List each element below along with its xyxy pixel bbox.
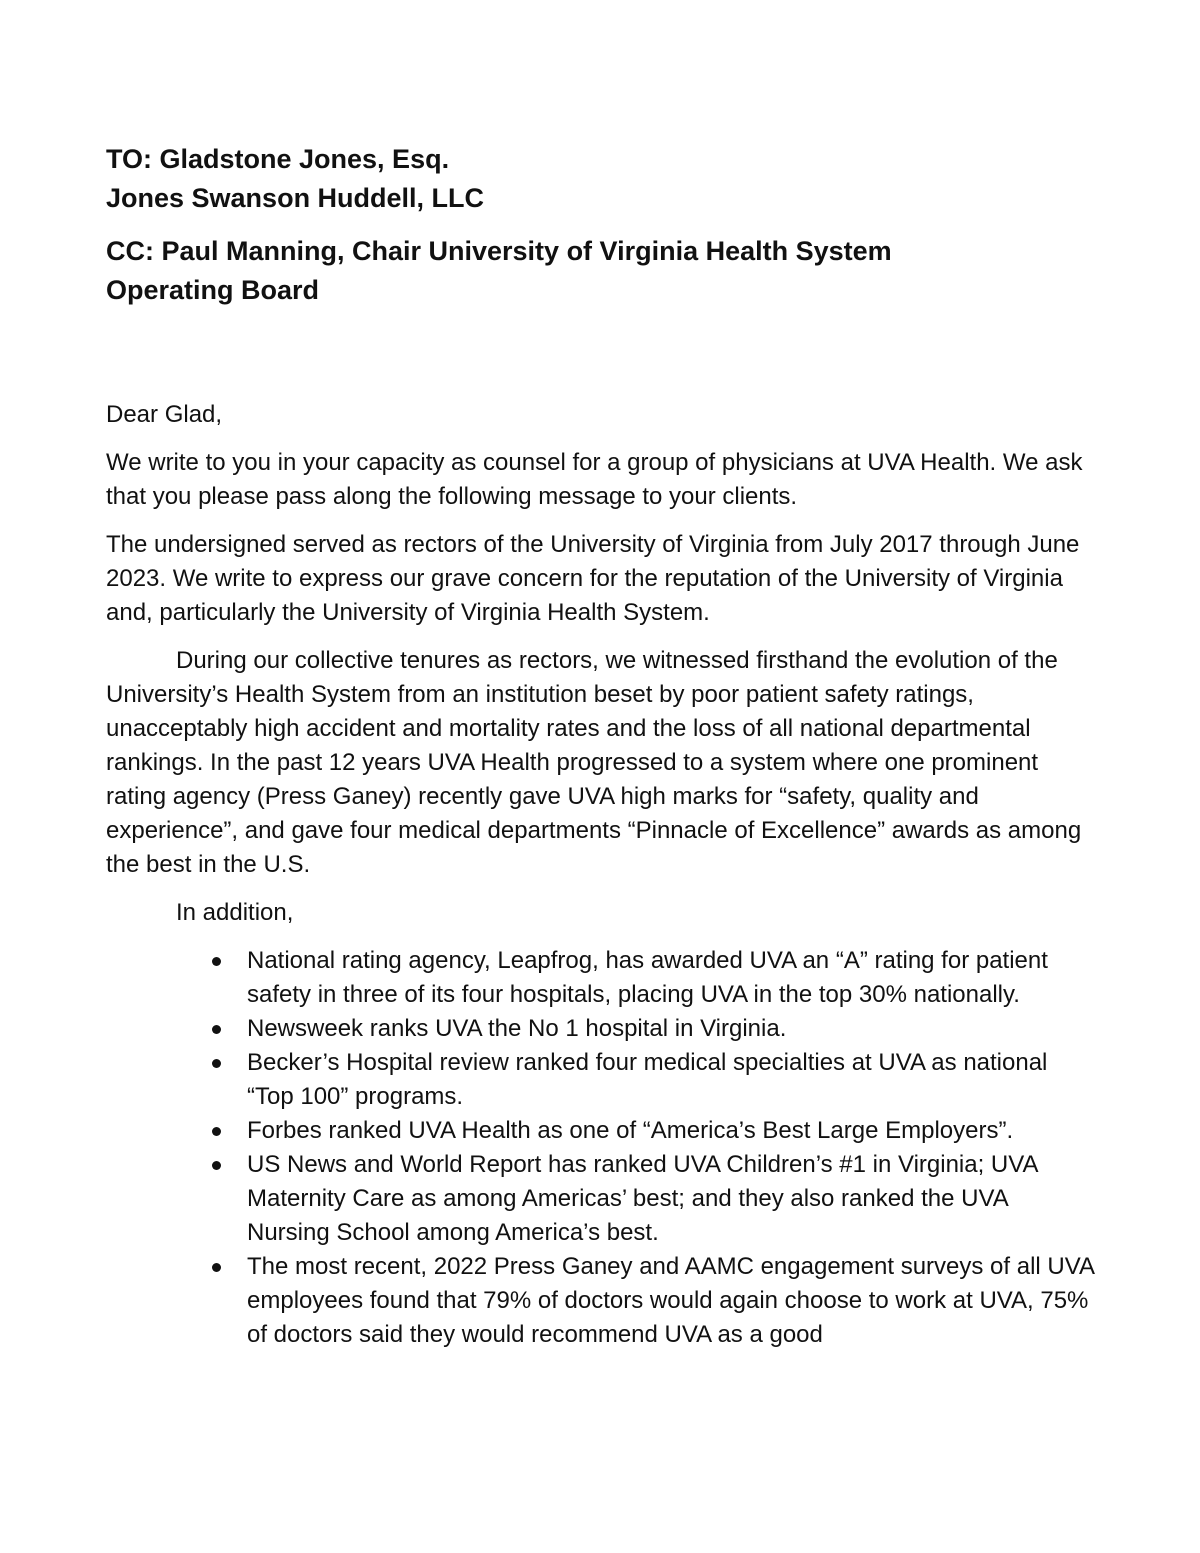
achievements-list <box>106 944 1096 1352</box>
salutation: Dear Glad, <box>106 401 223 428</box>
bullet-icon <box>212 1059 221 1068</box>
list-item <box>247 944 1096 1012</box>
cc-block <box>106 232 1096 310</box>
cc-line-continued: Operating Board <box>106 275 320 305</box>
bullet-icon <box>212 1263 221 1272</box>
list-item-text: US News and World Report has ranked UVA Children’s #1 in Virginia; UVA Maternity Care as among Americas’ best; and they also ranked the UVA Nursing School among America’s best. <box>247 1151 1038 1246</box>
paragraph-rectors: The undersigned served as rectors of the University of Virginia from July 2017 through June 2023. We write to express our grave concern for the reputation of the University of Virginia and, particularly the University of Virginia Health System. <box>106 531 1080 626</box>
bullet-icon <box>212 1161 221 1170</box>
bullet-icon <box>212 957 221 966</box>
paragraph-tenures: During our collective tenures as rectors, we witnessed firsthand the evolution of the University’s Health System from an institution beset by poor patient safety ratings, unacceptably high accident and mortality rates and the loss of all national departmental rankings. In the past 12 years UVA Health progressed to a system where one prominent rating agency (Press Ganey) recently gave UVA high marks for “safety, quality and experience”, and gave four medical departments “Pinnacle of Excellence” awards as among the best in the U.S. <box>106 647 1082 878</box>
list-item-text: Becker’s Hospital review ranked four medical specialties at UVA as national “Top 100” programs. <box>247 1049 1048 1110</box>
paragraph-intro: We write to you in your capacity as counsel for a group of physicians at UVA Health. We ask that you please pass along the following message to your clients. <box>106 449 1083 510</box>
list-item <box>247 1046 1096 1114</box>
firm-line: Jones Swanson Huddell, LLC <box>106 183 485 213</box>
to-block <box>106 140 1096 218</box>
addition-intro: In addition, <box>176 899 294 926</box>
bullet-icon <box>212 1127 221 1136</box>
list-item <box>247 1012 1096 1046</box>
list-item-text: Forbes ranked UVA Health as one of “America’s Best Large Employers”. <box>247 1117 1014 1144</box>
bullet-icon <box>212 1025 221 1034</box>
list-item <box>247 1250 1096 1352</box>
list-item-text: National rating agency, Leapfrog, has awarded UVA an “A” rating for patient safety in three of its four hospitals, placing UVA in the top 30% nationally. <box>247 947 1048 1008</box>
letter-page <box>106 140 1096 1352</box>
list-item <box>247 1148 1096 1250</box>
list-item-text: Newsweek ranks UVA the No 1 hospital in Virginia. <box>247 1015 787 1042</box>
list-item <box>247 1114 1096 1148</box>
to-line: TO: Gladstone Jones, Esq. <box>106 144 450 174</box>
list-item-text: The most recent, 2022 Press Ganey and AAMC engagement surveys of all UVA employees found that 79% of doctors would again choose to work at UVA, 75% of doctors said they would recommend UVA as a good <box>247 1253 1094 1348</box>
cc-line: CC: Paul Manning, Chair University of Virginia Health System <box>106 236 892 266</box>
